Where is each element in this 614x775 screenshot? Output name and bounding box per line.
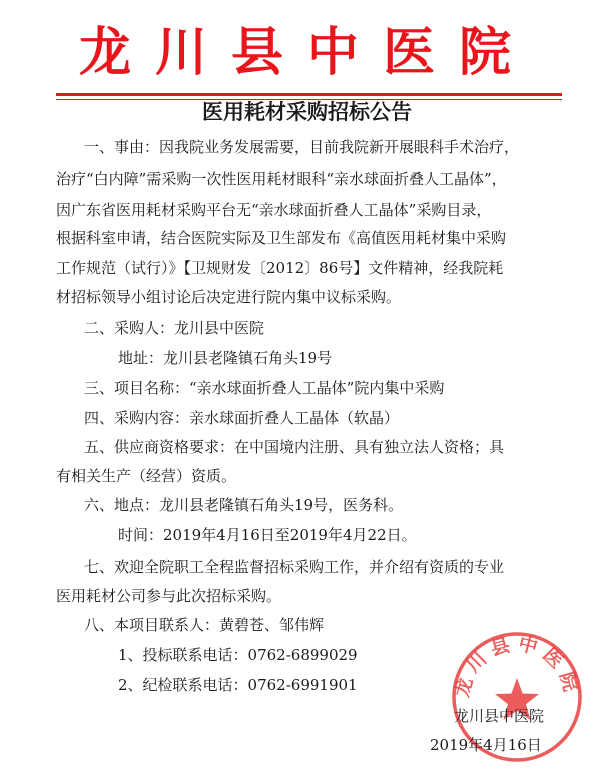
- body-line: 五、供应商资格要求：在中国境内注册、具有独立法人资格；具: [84, 438, 505, 456]
- document-title: 医用耗材采购招标公告: [202, 100, 412, 124]
- body-line: 根据科室申请，结合医院实际及卫生部发布《高值医用耗材集中采购: [56, 229, 507, 247]
- body-line: 三、项目名称：“亲水球面折叠人工晶体”院内集中采购: [84, 379, 445, 397]
- body-line: 有相关生产（经营）资质。: [56, 467, 237, 485]
- body-line: 四、采购内容：亲水球面折叠人工晶体（软晶）: [84, 409, 400, 427]
- letterhead-org-name: 龙川县中医院: [78, 23, 535, 83]
- signature-org: 龙川县中医院: [454, 707, 545, 725]
- body-line: 材招标领导小组讨论后决定进行院内集中议标采购。: [56, 288, 402, 306]
- body-line: 治疗“白内障”需采购一次性医用耗材眼科“亲水球面折叠人工晶体”，: [56, 170, 507, 188]
- body-line: 2、纪检联系电话：0762-6991901: [118, 676, 358, 694]
- body-line: 八、本项目联系人：黄碧苍、邹伟辉: [84, 616, 325, 634]
- body-line: 七、欢迎全院职工全程监督招标采购工作，并介绍有资质的专业: [84, 558, 505, 576]
- letterhead-divider-thick: [56, 93, 562, 96]
- body-line: 一、事由：因我院业务发展需要，目前我院新开展眼科手术治疗，: [84, 138, 520, 156]
- body-line: 1、投标联系电话：0762-6899029: [118, 646, 358, 664]
- signature-date: 2019年4月16日: [430, 736, 542, 754]
- body-line: 六、地点：龙川县老隆镇石角头19号，医务科。: [84, 496, 404, 514]
- body-line: 时间：2019年4月16日至2019年4月22日。: [118, 526, 417, 544]
- body-line: 二、采购人：龙川县中医院: [84, 319, 265, 337]
- body-line: 工作规范（试行）》【卫规财发〔2012〕86号】文件精神，经我院耗: [56, 259, 504, 277]
- seal-text-path: 龙川县中医院: [450, 632, 584, 700]
- body-line: 医用耗材公司参与此次招标采购。: [56, 587, 282, 605]
- body-line: 地址：龙川县老隆镇石角头19号: [118, 349, 333, 367]
- body-line: 因广东省医用耗材采购平台无“亲水球面折叠人工晶体”采购目录，: [56, 201, 492, 219]
